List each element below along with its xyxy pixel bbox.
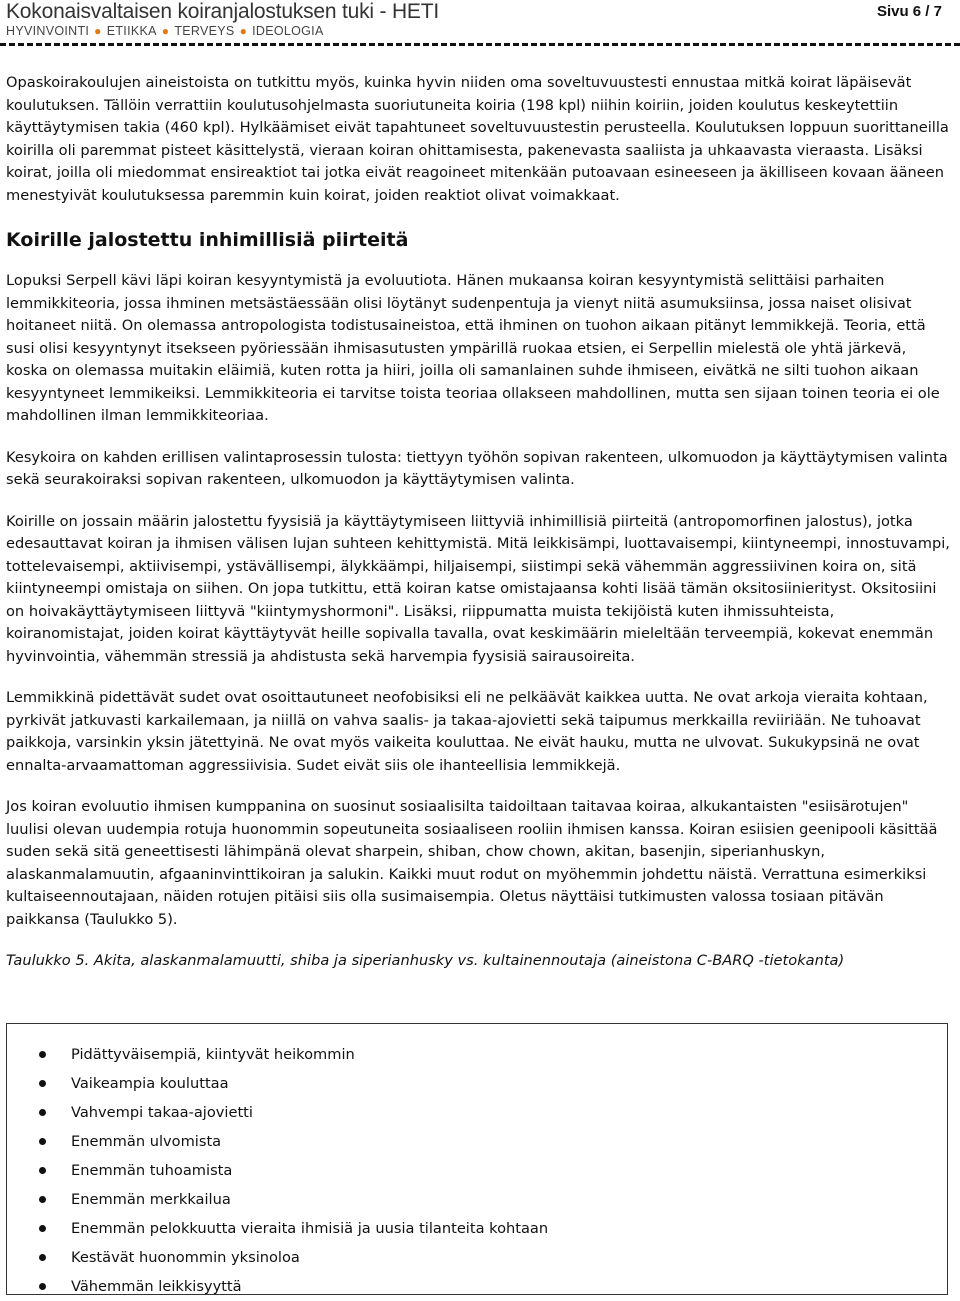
document-header xyxy=(0,0,960,52)
list-item-text: Enemmän ulvomista xyxy=(71,1133,222,1150)
header-divider xyxy=(0,43,960,46)
paragraph: Lopuksi Serpell kävi läpi koiran kesyyntymistä ja evoluutiota. Hänen mukaansa koiran kesyyntymistä selittäisi parhaiten lemmikkiteoria, jossa ihminen metsästäessään olisi löytänyt sudenpentuja ja vienyt niitä asumuksiinsa, jossa naiset olisivat hoitaneet niitä. On olemassa antropologista todistusaineistoa, että ihminen on tuohon aikaan pitänyt lemmikkejä. Teoria, että susi olisi kesyyntynyt itsekseen pyöriessään ihmisasutusten ympärillä ruokaa etsien, ei Serpellin mielestä ole yhtä järkevä, koska on olemassa muitakin eläimiä, kuten rotta ja hiiri, joilla oli samanlainen suhde ihmiseen, eivätkä ne silti tuohon aikaan kesyyntyneet lemmikeiksi. Lemmikkiteoria ei tarvitse toista teoriaa ollakseen mahdollinen, mutta sen sijaan toinen teoria ei ole mahdollinen ilman lemmikkiteoriaa. xyxy=(6,272,940,424)
list-item xyxy=(7,1214,947,1243)
list-item xyxy=(7,1185,947,1214)
tagline-item: HYVINVOINTI xyxy=(6,24,90,38)
list-item xyxy=(7,1243,947,1272)
bullet-icon: ● xyxy=(161,24,170,38)
paragraph: Lemmikkinä pidettävät sudet ovat osoittautuneet neofobisiksi eli ne pelkäävät kaikkea uutta. Ne ovat arkoja vieraita kohtaan, pyrkivät jatkuvasti karkailemaan, ja niillä on vahva saalis- ja takaa-ajovietti sekä taipumus merkkailla reviiriään. Ne tuhoavat paikkoja, varsinkin yksin jätettyinä. Ne ovat myös vaikeita kouluttaa. Ne eivät hauku, mutta ne ulvovat. Sukukypsinä ne ovat ennalta-arvaamattoman aggressiivisia. Sudet eivät siis ole ihanteellisia lemmikkejä. xyxy=(6,689,928,774)
section-heading: Koirille jalostettu inhimillisiä piirteitä xyxy=(6,229,409,251)
bullet-icon xyxy=(39,1225,46,1232)
paragraph: Jos koiran evoluutio ihmisen kumppanina on suosinut sosiaalisilta taidoiltaan taitavaa koiraa, alkukantaisten "esiisärotujen" luulisi olevan uudempia rotuja huonommin sopeutuneita sosiaaliseen rooliin ihmisen kanssa. Koiran esiisien geenipooli käsittää suden sekä sitä geneettisesti lähimpänä olevat sharpein, shiban, chow chown, akitan, basenjin, siperianhuskyn, alaskanmalamuutin, afgaaninvinttikoiran ja salukin. Kaikki muut rodut on myöhemmin johdettu näistä. Verrattuna esimerkiksi kultaiseennoutajaan, näiden rotujen pitäisi siis olla susimaisempia. Oletus näyttäisi tutkimusten valossa tosiaan pitävän paikkansa (Taulukko 5). xyxy=(6,798,938,928)
table-caption: Taulukko 5. Akita, alaskanmalamuutti, shiba ja siperianhusky vs. kultainennoutaja (aineistona C-BARQ -tietokanta) xyxy=(6,952,845,969)
tagline-item: IDEOLOGIA xyxy=(252,24,324,38)
list-item xyxy=(7,1040,947,1069)
bullet-icon: ● xyxy=(239,24,248,38)
list-item xyxy=(7,1069,947,1098)
list-item xyxy=(7,1156,947,1185)
document-body xyxy=(6,72,952,986)
list-item-text: Kestävät huonommin yksinoloa xyxy=(71,1249,300,1266)
list-item-text: Enemmän merkkailua xyxy=(71,1191,231,1208)
bullet-icon xyxy=(39,1196,46,1203)
list-item-text: Enemmän pelokkuutta vieraita ihmisiä ja uusia tilanteita kohtaan xyxy=(71,1220,549,1237)
bullet-icon xyxy=(39,1138,46,1145)
table-5 xyxy=(6,1023,948,1295)
site-title: Kokonaisvaltaisen koiranjalostuksen tuki - HETI xyxy=(6,0,439,23)
bullet-icon xyxy=(39,1254,46,1261)
bullet-icon xyxy=(39,1283,46,1290)
bullet-icon xyxy=(39,1080,46,1087)
comparison-list xyxy=(7,1024,947,1301)
site-tagline xyxy=(6,24,324,38)
paragraph: Kesykoira on kahden erillisen valintaprosessin tulosta: tiettyyn työhön sopivan rakenteen, ulkomuodon ja käyttäytymisen valinta sekä seurakoiraksi sopivan rakenteen, ulkomuodon ja käyttäytymisen valinta. xyxy=(6,448,948,488)
bullet-icon xyxy=(39,1109,46,1116)
list-item-text: Vaikeampia kouluttaa xyxy=(71,1075,229,1092)
paragraph: Koirille on jossain määrin jalostettu fyysisiä ja käyttäytymiseen liittyviä inhimillisiä piirteitä (antropomorfinen jalostus), jotka edesauttavat koiran ja ihmisen välisen lujan suhteen kehittymistä. Mitä leikkisämpi, luottavaisempi, kiintyneempi, innostuvampi, tottelevaisempi, aktiivisempi, ystävällisempi, älykkäämpi, hiljaisempi, siistimpi sekä vähemmän aggressiivinen koira on, sitä kiintyneempi omistaja on siihen. On jopa tutkittu, että koiran katse omistajaansa kohti lisää tämän oksitosiinierityst. Oksitosiini on hoivakäyttäytymiseen liittyvä "kiintymyshormoni". Lisäksi, riippumatta muista tekijöistä kuten ihmissuhteista, koiranomistajat, joiden koirat käyttäytyvät heille sopivalla tavalla, ovat keskimäärin mieleltään terveempiä, kokevat enemmän hyvinvointia, vähemmän stressiä ja ahdistusta sekä harvempia fyysisiä sairausoireita. xyxy=(6,512,950,665)
bullet-icon xyxy=(39,1051,46,1058)
tagline-item: TERVEYS xyxy=(174,24,235,38)
list-item xyxy=(7,1272,947,1301)
page-number: Sivu 6 / 7 xyxy=(876,3,942,20)
list-item-text: Vähemmän leikkisyyttä xyxy=(71,1278,242,1295)
bullet-icon: ● xyxy=(94,24,102,38)
list-item xyxy=(7,1098,947,1127)
list-item xyxy=(7,1127,947,1156)
list-item-text: Vahvempi takaa-ajovietti xyxy=(71,1104,253,1121)
bullet-icon xyxy=(39,1167,46,1174)
list-item-text: Pidättyväisempiä, kiintyvät heikommin xyxy=(71,1046,355,1063)
list-item-text: Enemmän tuhoamista xyxy=(71,1162,233,1179)
tagline-item: ETIIKKA xyxy=(106,24,157,38)
paragraph: Opaskoirakoulujen aineistoista on tutkittu myös, kuinka hyvin niiden oma soveltuvuustesti ennustaa mitkä koirat läpäisevät koulutuksen. Tällöin verrattiin koulutusohjelmasta suoriutuneita koiria (198 kpl) niihin koiriin, joiden koulutus keskeytettiin käyttäytymisen takia (460 kpl). Hylkäämiset eivät tapahtuneet soveltuvuustestin perusteella. Koulutuksen loppuun suorittaneilla koirilla oli paremmat pisteet käsittelystä, vieraan koiran ohittamisesta, pakenevasta saaliista ja uhkaavasta vieraasta. Lisäksi koirat, joilla oli miedommat ensireaktiot tai jotka eivät reagoineet mitenkään putoavaan esineeseen ja äkilliseen kovaan ääneen menestyivät koulutuksessa paremmin kuin koirat, joiden reaktiot olivat voimakkaat. xyxy=(6,74,949,204)
